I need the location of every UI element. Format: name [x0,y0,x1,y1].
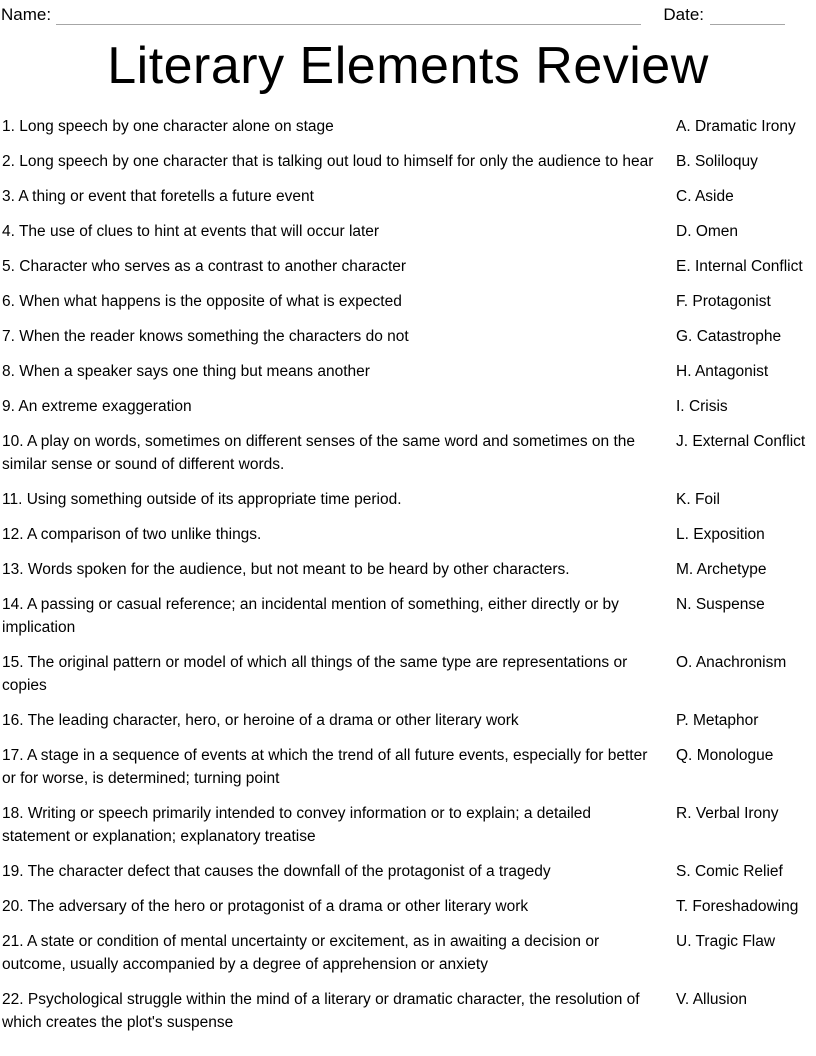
term-name: Verbal Irony [695,805,779,822]
term [676,988,747,1011]
term-letter: S. [676,863,691,880]
term [676,860,783,883]
definition [2,860,657,883]
definition-text: Long speech by one character that is talking out loud to himself for only the audience to hear [19,153,654,170]
definition-text: Words spoken for the audience, but not meant to be heard by other characters. [27,561,570,578]
term-name: Aside [694,188,734,205]
definition-number: 14. [2,596,24,613]
matching-row [2,709,816,732]
term [676,651,786,674]
definition-text: Using something outside of its appropriate time period. [26,491,402,508]
page-title: Literary Elements Review [107,37,709,95]
definition-number: 18. [2,805,24,822]
definition [2,988,657,1034]
term-letter: Q. [676,747,693,764]
term-letter: G. [676,328,693,345]
definition-text: When a speaker says one thing but means another [19,363,370,380]
term-name: Allusion [692,991,747,1008]
matching-row [2,115,816,138]
term-letter: F. [676,293,689,310]
definition [2,325,657,348]
term-name: Comic Relief [694,863,783,880]
term [676,255,803,278]
term [676,744,773,767]
definition [2,558,657,581]
term-name: Archetype [696,561,767,578]
matching-row [2,220,816,243]
term-letter: M. [676,561,694,578]
term-letter: A. [676,118,691,135]
definition-text: Writing or speech primarily intended to convey information or to explain; a detailed statement or explanation; explanatory treatise [2,805,592,845]
matching-row [2,988,816,1034]
definition [2,150,657,173]
definition [2,523,657,546]
definition-number: 17. [2,747,24,764]
term-letter: I. [676,398,685,415]
term-letter: E. [676,258,691,275]
term [676,150,758,173]
matching-row [2,185,816,208]
definition-text: A comparison of two unlike things. [27,526,262,543]
matching-row [2,651,816,697]
definition-text: The use of clues to hint at events that will occur later [18,223,380,240]
term-name: Suspense [695,596,765,613]
term [676,185,734,208]
definition [2,185,657,208]
definition-number: 11. [2,491,23,508]
name-label: Name: [1,5,52,24]
definition-text: Character who serves as a contrast to another character [19,258,407,275]
term [676,488,720,511]
term [676,895,798,918]
matching-row [2,150,816,173]
definition-number: 15. [2,654,24,671]
term-name: Protagonist [692,293,771,310]
definition-text: A passing or casual reference; an incidental mention of something, either directly or by implication [2,596,619,636]
term-name: Monologue [696,747,774,764]
definition-number: 21. [2,933,24,950]
definition-number: 22. [2,991,24,1008]
matching-row [2,895,816,918]
definition-number: 8. [2,363,15,380]
definition [2,802,657,848]
matching-row [2,290,816,313]
matching-row [2,395,816,418]
definition [2,709,657,732]
term-letter: N. [676,596,692,613]
matching-row [2,930,816,976]
matching-row [2,255,816,278]
date-label: Date: [663,5,704,24]
definition [2,593,657,639]
definition-number: 16. [2,712,24,729]
term-letter: D. [676,223,692,240]
term [676,430,805,453]
name-date-row [0,0,816,25]
definition-text: Psychological struggle within the mind of a literary or dramatic character, the resolution of which creates the plot's suspense [2,991,640,1031]
term [676,325,781,348]
definition-text: The leading character, hero, or heroine of a drama or other literary work [27,712,519,729]
definition-number: 12. [2,526,24,543]
term-name: Metaphor [692,712,759,729]
definition-text: The original pattern or model of which all things of the same type are representations or copies [2,654,628,694]
definition-number: 2. [2,153,15,170]
term-name: Crisis [688,398,728,415]
definition-number: 19. [2,863,24,880]
definition [2,895,657,918]
definition-text: A stage in a sequence of events at which the trend of all future events, especially for better or for worse, is determined; turning point [2,747,648,787]
definition-text: When the reader knows something the characters do not [19,328,409,345]
definition [2,395,657,418]
definition [2,115,657,138]
term [676,115,796,138]
matching-row [2,593,816,639]
term-name: Soliloquy [694,153,758,170]
matching-row [2,744,816,790]
definition [2,930,657,976]
definition [2,360,657,383]
term-name: Anachronism [695,654,787,671]
term-letter: K. [676,491,691,508]
definition [2,220,657,243]
definition-text: An extreme exaggeration [18,398,192,415]
definition-number: 9. [2,398,15,415]
matching-row [2,860,816,883]
definition [2,430,657,476]
matching-row [2,558,816,581]
term [676,930,775,953]
term [676,523,765,546]
term-name: Dramatic Irony [694,118,796,135]
matching-row [2,325,816,348]
definition [2,651,657,697]
term-letter: T. [676,898,689,915]
matching-row [2,488,816,511]
definition-text: The adversary of the hero or protagonist of a drama or other literary work [27,898,529,915]
term [676,220,738,243]
term-name: Tragic Flaw [695,933,776,950]
matching-row [2,802,816,848]
name-blank-line [56,7,641,25]
definition [2,744,657,790]
definition-text: The character defect that causes the downfall of the protagonist of a tragedy [27,863,551,880]
definition [2,290,657,313]
term-letter: P. [676,712,689,729]
definition-number: 4. [2,223,15,240]
definition-text: Long speech by one character alone on stage [19,118,334,135]
term [676,558,766,581]
term-letter: L. [676,526,689,543]
term-letter: R. [676,805,692,822]
definition-number: 5. [2,258,15,275]
term-letter: C. [676,188,692,205]
term-name: Exposition [693,526,765,543]
matching-list [0,115,816,1034]
definition-number: 7. [2,328,15,345]
term-name: Internal Conflict [694,258,803,275]
definition-number: 3. [2,188,15,205]
term [676,802,779,825]
matching-row [2,523,816,546]
term-name: Foreshadowing [692,898,799,915]
date-blank-line [710,7,785,25]
term-letter: U. [676,933,692,950]
term [676,593,765,616]
definition-text: When what happens is the opposite of what is expected [19,293,402,310]
term-letter: O. [676,654,693,671]
term-name: Catastrophe [696,328,782,345]
definition-text: A state or condition of mental uncertainty or excitement, as in awaiting a decision or outcome, usually accompanied by a degree of apprehension or anxiety [2,933,600,973]
term-letter: J. [676,433,689,450]
definition-number: 6. [2,293,15,310]
definition-text: A play on words, sometimes on different senses of the same word and sometimes on the similar sense or sound of different words. [2,433,635,473]
term-letter: B. [676,153,691,170]
definition-number: 10. [2,433,24,450]
definition-number: 20. [2,898,24,915]
matching-row [2,360,816,383]
term-name: Omen [695,223,739,240]
term [676,290,771,313]
term [676,360,768,383]
definition-number: 1. [2,118,15,135]
term-name: External Conflict [692,433,806,450]
term [676,709,758,732]
term-letter: V. [676,991,690,1008]
matching-row [2,430,816,476]
definition [2,488,657,511]
definition-number: 13. [2,561,24,578]
term-name: Antagonist [694,363,769,380]
term-letter: H. [676,363,692,380]
definition-text: A thing or event that foretells a future event [18,188,314,205]
definition [2,255,657,278]
term [676,395,728,418]
term-name: Foil [694,491,720,508]
